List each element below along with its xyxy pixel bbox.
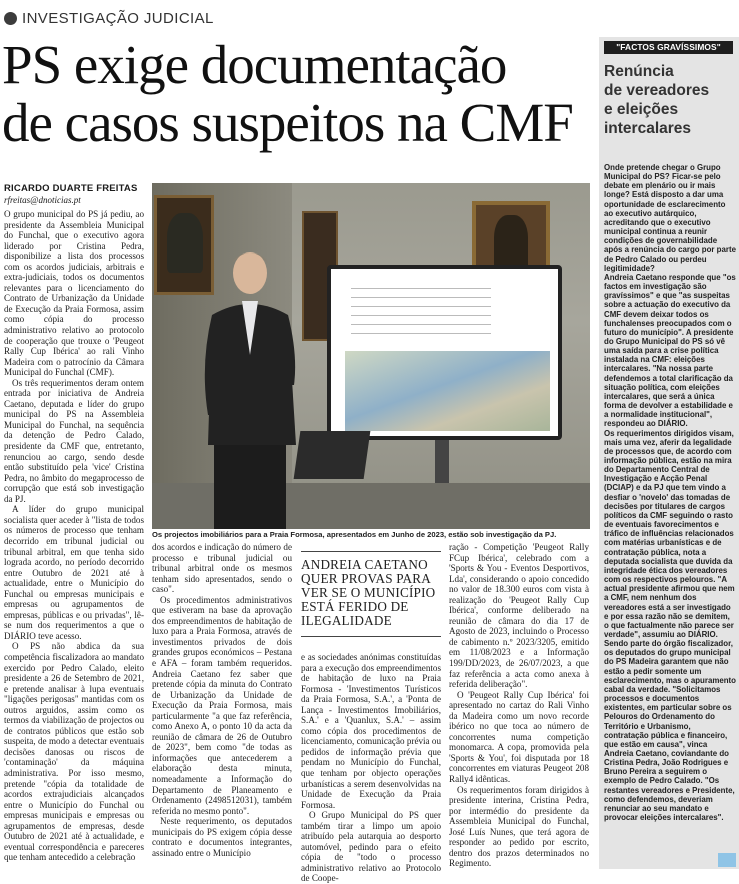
paragraph: ração - Competição 'Peugeot Rally FCup Ibérica', celebrado com a 'Sports & You - Eventos Desportivos, Lda', considerando o apoio concedido no valor de 18.300 euros com vista à realização do 'Peugeot Rally Cup Ibérica', conforme deliberado na reunião de câmara do dia 17 de Agosto de 2023, incluindo o Processo de cabimento n.º 2023/3205, emitido em 11/08/2023 e a Informação 199/DD/2023, de 26/07/2023, a que faz referência a acta como anexa à referida deliberação". (449, 542, 589, 690)
author-email[interactable]: rfreitas@dnoticias.pt (4, 195, 81, 205)
headline-line-2: de casos suspeitos na CMF (2, 92, 573, 153)
body-column-2 (152, 542, 292, 864)
byline (4, 183, 144, 205)
paragraph: Os procedimentos administrativos que estiveram na base da aprovação dos empreendimentos de habitação de luxo para a Praia Formosa, através de investimentos privados de dois grandes grupos económicos – Pestana e AFA – foram também requeridos. Andreia Caetano fez saber que pretende cópia da minuta do Contrato de Urbanização da Unidade de Execução da Praia Formosa, mais particularmente "a que faz referência, como Anexo A, o ponto 10 da acta da reunião de câmara de 26 de Outubro de 2023", bem como "de todas as informações que antecederem a elaboração desta minuta, nomeadamente a Informação do Departamento de Planeamento e Ordenamento (2498512031), também referida no mesmo ponto". (152, 594, 292, 816)
paragraph: Neste requerimento, os deputados municipais do PS exigem cópia desse contrato e documentos integrantes, assinado entre o Município (152, 816, 292, 858)
sidebar-title (604, 62, 738, 138)
paragraph: O Grupo Municipal do PS quer também tirar a limpo um apoio atribuído pela autarquia ao desporto automóvel, pedindo para o efeito cópia de "todo o processo administrativo relativo ao Protocolo de Coope- (301, 810, 441, 884)
sidebar-box (599, 37, 739, 869)
sidebar-label: "FACTOS GRAVÍSSIMOS" (604, 41, 733, 54)
bullet-icon (4, 12, 17, 25)
presentation-screen (327, 265, 562, 440)
headline-line-1: PS exige documentação (2, 34, 507, 95)
end-mark-icon (718, 853, 736, 867)
paragraph: dos acordos e indicação do número de processo e tribunal judicial ou tribunal arbitral onde os mesmos tenham sido apresentados, sendo o caso". (152, 542, 292, 595)
headline (2, 36, 590, 152)
paragraph: e as sociedades anónimas constituídas para a execução dos empreendimentos de habitação de luxo na Praia Formosa - 'Investimentos Turísticos da Praia Formosa, S.A.', a 'Ponta de Lança - Investimentos Imobiliários, S.A.' e a 'Quanlux, S.A.' – assim como cópia dos procedimentos de licenciamento, comunicação prévia ou pedidos de informação prévia que pendam no Município do Funchal, que tenham por objecto operações urbanísticas a serem desenvolvidas na Unidade de Execução da Praia Formosa. (301, 652, 441, 810)
paragraph: O PS não abdica da sua competência fiscalizadora ao mandato exercido por Pedro Calado, eleito presidente a 26 de Setembro de 2021, e pretende analisar à lupa eventuais "ligações perigosas" mantidas com os outros arguidos, assim como os termos da viabilização de projectos ou de contratos públicos que estão sob suspeita, de modo a detectar eventuais decisões danosas ou riscos de 'contaminação' da máquina administrativa. Por isso mesmo, pretende "cópia da totalidade de acordos extrajudiciais alcançados entre o Município do Funchal ou empresas municipais e empresas ou agrupamentos de empresas, desde Outubro de 2021 até à actualidade, e eventual correspondência e pareceres que tenham antecedido a celebração (4, 641, 144, 863)
paragraph: A líder do grupo municipal socialista quer aceder à "lista de todos os números de processo que tenham decorrido em tribunal judicial ou tribunal arbitral, em que tenha sido lograda acordo, no período decorrido entre Outubro de 2021 até à actualidade, entre o Município do Funchal ou empresas municipais e empresas ou agrupamentos de empresas, públicas e ou privadas", lê-se num dos requerimentos a que o DIÁRIO teve acesso. (4, 504, 144, 641)
laptop (294, 431, 371, 479)
sidebar-paragraph: Onde pretende chegar o Grupo Municipal do PS? Ficar-se pelo debate em plenário ou ir mais longe? Está disposto a dar uma oportunidade de esclarecimento ao executivo autárquico, acreditando que o executivo municipal continua a reunir condições de governabilidade após a renúncia do cargo por parte de Pedro Calado ou perdeu legitimidade? (604, 163, 736, 273)
sidebar-title-line: intercalares (604, 120, 692, 137)
paragraph: O grupo municipal do PS já pediu, ao presidente da Assembleia Municipal do Funchal, que o executivo agora liderado por Cristina Pedra, disponibilize a lista dos processos com os acordos judiciais, arbitrais e extra-judiciais, todos os documentos relevantes para o licenciamento do Contrato de Urbanização da Unidade de Execução da Praia Formosa, assim como cópia do processo administrativo relativo ao protocolo de cooperação que trouxe o 'Peugeot Rally Cup Ibérica' ao rali Vinho Madeira com o patrocínio da Câmara Municipal do Funchal (CMF). (4, 209, 144, 378)
paragraph: Os três requerimentos deram ontem entrada por iniciativa de Andreia Caetano, deputada e líder do grupo municipal do PS na Assembleia Municipal do Funchal, na sequência da detenção de Pedro Calado, presidente da CMF que, entretanto, renunciou ao cargo, sendo desde então substituído pela 'vice' Cristina Pedra, no âmbito do megaprocesso de corrupção que está sob investigação da PJ. (4, 377, 144, 504)
sidebar-body (604, 163, 736, 869)
pull-quote (301, 551, 441, 637)
sidebar-paragraph: Andreia Caetano responde que "os factos em investigação são gravíssimos" e que "as suspeitas sobre a actuação do executivo da CMF devem deixar todos os funchalenses preocupados com o futuro do município". A presidente do Grupo Municipal do PS só vê uma saída para a crise política instalada na CMF: eleições intercalares. "Na nossa parte defendemos a total clarificação da situação política, com eleições intercalares, que será a única forma de devolver a estabilidade e a normalidade institucional", respondeu ao DIÁRIO. (604, 272, 736, 429)
paragraph: Os requerimentos foram dirigidos à presidente interina, Cristina Pedra, por intermédio do presidente da Assembleia Municipal do Funchal, José Luís Nunes, que terá agora de responder ao pedido por escrito, dentro dos prazos determinados no Regimento. (449, 784, 589, 869)
pull-quote-text: ANDREIA CAETANO QUER PROVAS PARA VER SE O MUNICÍPIO ESTÁ FERIDO DE ILEGALIDADE (301, 557, 436, 628)
section-label: INVESTIGAÇÃO JUDICIAL (22, 9, 214, 27)
sidebar-title-line: Renúncia (604, 63, 674, 80)
sidebar-paragraph: Os requerimentos dirigidos visam, mais uma vez, aferir da legalidade de processos que, de acordo com informação pública, estão na mira do Departamento Central de Investigação e Acção Penal (DCIAP) e da PJ que tem vindo a desfiar o 'novelo' das tomadas de decisões por titulares de cargos políticos da CMF seguindo o rasto de eventuais favorecimentos e tráfico de influências relacionados com matérias urbanísticas e de contratação pública, nota a deputada socialista que duvida da integridade ética dos vereadores com os respectivos pelouros. "A actual presidente afirmou que nem a CMF, nem nenhum dos vereadores está a ser investigado e por essa razão não se demitem, o que factualmente não parece ser verdade", assumiu ao DIÁRIO. (604, 428, 735, 639)
body-column-4 (449, 542, 589, 869)
body-column-3 (301, 652, 441, 884)
author-name: RICARDO DUARTE FREITAS (4, 183, 138, 194)
photo-caption: Os projectos imobiliários para a Praia Formosa, apresentados em Junho de 2023, estão sob investigação da PJ. (152, 530, 557, 539)
section-rubric (4, 9, 214, 27)
body-column-1 (4, 209, 144, 864)
article-photo (152, 183, 590, 529)
sidebar-title-line: de vereadores (604, 82, 710, 99)
presenter-figure (192, 245, 302, 529)
paragraph: O 'Peugeot Rally Cup Ibérica' foi apresentado no cartaz do Rali Vinho da Madeira como um novo recorde ibérico no que toca ao número de concorrentes numa competição monomarca. A copa, promovida pela 'Sports & You', foi disputada por 18 concorrentes em viaturas Peugeot 208 Rally4 idênticas. (449, 689, 589, 785)
sidebar-paragraph: Sendo parte do órgão fiscalizador, os deputados do grupo municipal do PS Madeira garantem que não estão a pedir somente um esclarecimento, mas o apuramento cabal da verdade. "Solicitamos processos e documentos existentes, em particular sobre os Pelouros do Ordenamento do Território e Urbanismo, contratação pública e financeiro, que estão em causa", vinca Andreia Caetano, coviandante do Cristina Pedra, João Rodrigues e Bruno Pereira a seguirem o exemplo de Pedro Calado. "Os restantes vereadores e Presidente, como defendemos, deveriam renunciar ao seu mandato e provocar eleições intercalares". (604, 639, 736, 823)
sidebar-title-line: e eleições (604, 101, 679, 118)
